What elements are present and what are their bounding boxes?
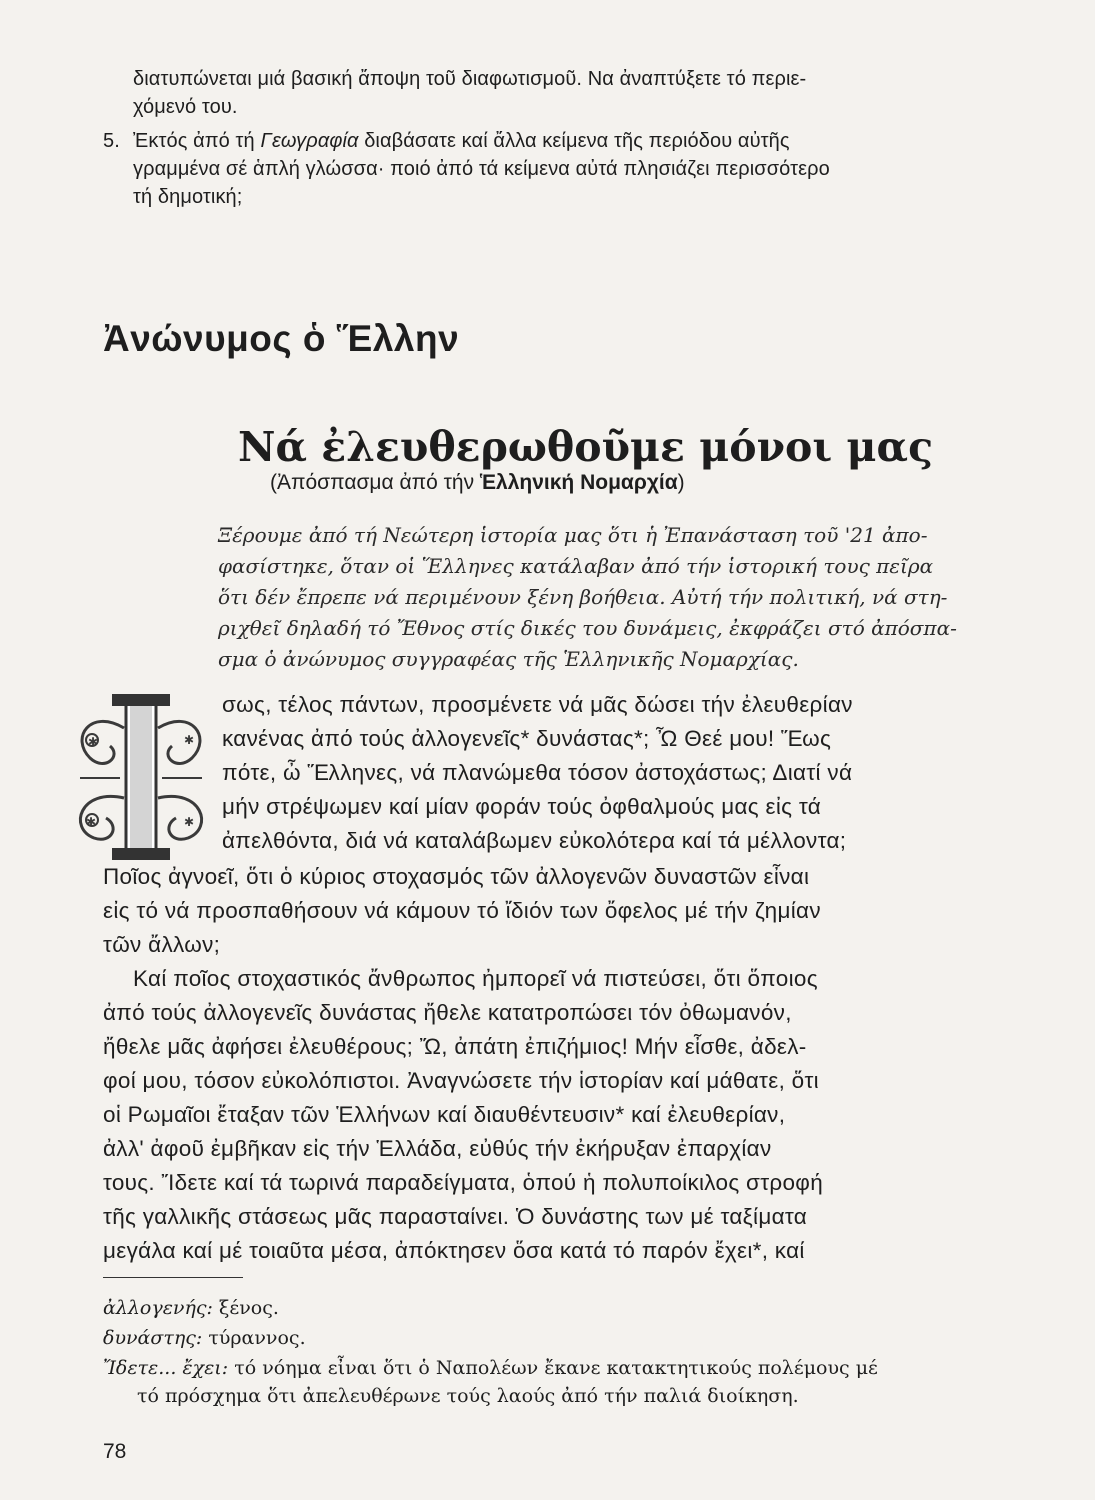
exercise-5-line-2: γραμμένα σέ ἁπλή γλώσσα· ποιό ἀπό τά κείμενα αὐτά πλησιάζει περισσότερο: [133, 158, 830, 180]
exercise-5-number: 5.: [103, 130, 120, 152]
chapter-title: Νά ἐλευθερωθοῦμε μόνοι μας: [237, 423, 934, 471]
footnote: [103, 1357, 878, 1379]
intro-line: ὅτι δέν ἔπρεπε νά περιμένουν ξένη βοήθεια. Αὐτή τήν πολιτική, νά στη-: [218, 585, 948, 609]
body-line: φοί μου, τόσον εὐκολόπιστοι. Ἀναγνώσετε τήν ἱστορίαν καί μάθατε, ὅτι: [103, 1068, 819, 1093]
svg-text:✱: ✱: [184, 815, 195, 829]
source-prefix: (Ἀπόσπασμα ἀπό τήν: [270, 471, 480, 494]
footnote-term: Ἴδετε... ἔχει:: [103, 1357, 229, 1379]
footnote: [103, 1297, 279, 1319]
intro-line: Ξέρουμε ἀπό τή Νεώτερη ἱστορία μας ὅτι ἡ Ἐπανάσταση τοῦ '21 ἀπο-: [218, 523, 928, 547]
body-line: τῆς γαλλικῆς στάσεως μᾶς παρασταίνει. Ὁ δυνάστης των μέ ταξίματα: [103, 1204, 808, 1229]
body-line: ἀπό τούς ἀλλογενεῖς δυνάστας ἤθελε κατατροπώσει τόν ὀθωμανόν,: [103, 1000, 792, 1025]
body-line: πότε, ὦ Ἕλληνες, νά πλανώμεθα τόσον ἀστοχάστως; Διατί νά: [222, 760, 853, 785]
intro-line: σμα ὁ ἀνώνυμος συγγραφέας τῆς Ἑλληνικῆς Νομαρχίας.: [218, 647, 799, 671]
body-line: εἰς τό νά προσπαθήσουν νά κάμουν τό ἴδιόν των ὄφελος μέ τήν ζημίαν: [103, 898, 821, 923]
exercise-4-line-1: διατυπώνεται μιά βασική ἄποψη τοῦ διαφωτισμοῦ. Να ἀναπτύξετε τό περιε-: [133, 68, 807, 90]
body-line: Ποῖος ἀγνοεῖ, ὅτι ὁ κύριος στοχασμός τῶν ἀλλογενῶν δυναστῶν εἶναι: [103, 864, 810, 889]
source-work-title: Ἑλληνική Νομαρχία: [479, 471, 678, 494]
section-title: Ἀνώνυμος ὁ Ἕλλην: [103, 318, 460, 359]
footnote-term: δυνάστης:: [103, 1327, 203, 1349]
source-suffix: ): [677, 471, 685, 494]
drop-cap-ornament-icon: [60, 688, 218, 866]
source-note: [270, 471, 685, 495]
intro-line: ριχθεῖ δηλαδή τό Ἔθνος στίς δικές του δυνάμεις, ἐκφράζει στό ἀπόσπα-: [218, 616, 957, 640]
body-line: τῶν ἄλλων;: [103, 932, 221, 957]
footnote-definition: ξένος.: [212, 1297, 279, 1319]
body-line: ἤθελε μᾶς ἀφήσει ἐλευθέρους; Ὤ, ἀπάτη ἐπιζήμιος! Μήν εἶσθε, ἀδελ-: [103, 1034, 807, 1059]
svg-text:✱: ✱: [86, 815, 97, 829]
body-line: ἀπελθόντα, διά νά καταλάβωμεν εὐκολότερα καί τά μέλλοντα;: [222, 828, 847, 853]
exercise-5-text-pre: Ἐκτός ἀπό τή: [133, 130, 255, 152]
exercise-5-text-post: διαβάσατε καί ἄλλα κείμενα τῆς περιόδου αὐτῆς: [364, 130, 790, 152]
body-line: Καί ποῖος στοχαστικός ἄνθρωπος ἠμπορεῖ νά πιστεύσει, ὅτι ὅποιος: [133, 966, 818, 991]
svg-text:✱: ✱: [184, 733, 195, 747]
footnote-divider: [103, 1277, 243, 1278]
exercise-5-line-1: [133, 130, 790, 153]
exercise-5-italic-title: Γεωγραφία: [260, 130, 359, 152]
svg-text:✱: ✱: [88, 735, 99, 749]
intro-line: φασίστηκε, ὅταν οἱ Ἕλληνες κατάλαβαν ἀπό τήν ἱστορική τους πεῖρα: [218, 554, 934, 578]
body-line: μεγάλα καί μέ τοιαῦτα μέσα, ἀπόκτησεν ὅσα κατά τό παρόν ἔχει*, καί: [103, 1238, 805, 1263]
body-line: σως, τέλος πάντων, προσμένετε νά μᾶς δώσει τήν ἐλευθερίαν: [222, 692, 853, 717]
body-line: ἀλλ' ἀφοῦ ἐμβῆκαν εἰς τήν Ἑλλάδα, εὐθύς τήν ἐκήρυξαν ἐπαρχίαν: [103, 1136, 772, 1161]
footnote-term: ἀλλογενής:: [103, 1297, 213, 1319]
exercise-5-line-3: τή δημοτική;: [133, 186, 243, 208]
body-line: κανένας ἀπό τούς ἀλλογενεῖς* δυνάστας*; Ὦ Θεέ μου! Ἕως: [222, 726, 832, 751]
ornamental-drop-cap: [60, 688, 218, 866]
footnote-continuation: τό πρόσχημα ὅτι ἀπελευθέρωνε τούς λαούς ἀπό τήν παλιά διοίκηση.: [137, 1385, 799, 1407]
body-line: οἱ Ρωμαῖοι ἔταξαν τῶν Ἑλλήνων καί διαυθέντευσιν* καί ἐλευθερίαν,: [103, 1102, 786, 1127]
footnote: [103, 1327, 306, 1349]
exercise-4-line-2: χόμενό του.: [133, 96, 238, 118]
body-line: τους. Ἴδετε καί τά τωρινά παραδείγματα, ὁπού ἡ πολυποίκιλος στροφή: [103, 1170, 824, 1195]
footnote-definition: τύραννος.: [202, 1327, 306, 1349]
footnote-definition: τό νόημα εἶναι ὅτι ὁ Ναπολέων ἔκανε κατακτητικούς πολέμους μέ: [228, 1357, 878, 1379]
body-line: μήν στρέψωμεν καί μίαν φοράν τούς ὀφθαλμούς μας εἰς τά: [222, 794, 822, 819]
page-number: 78: [103, 1440, 127, 1463]
